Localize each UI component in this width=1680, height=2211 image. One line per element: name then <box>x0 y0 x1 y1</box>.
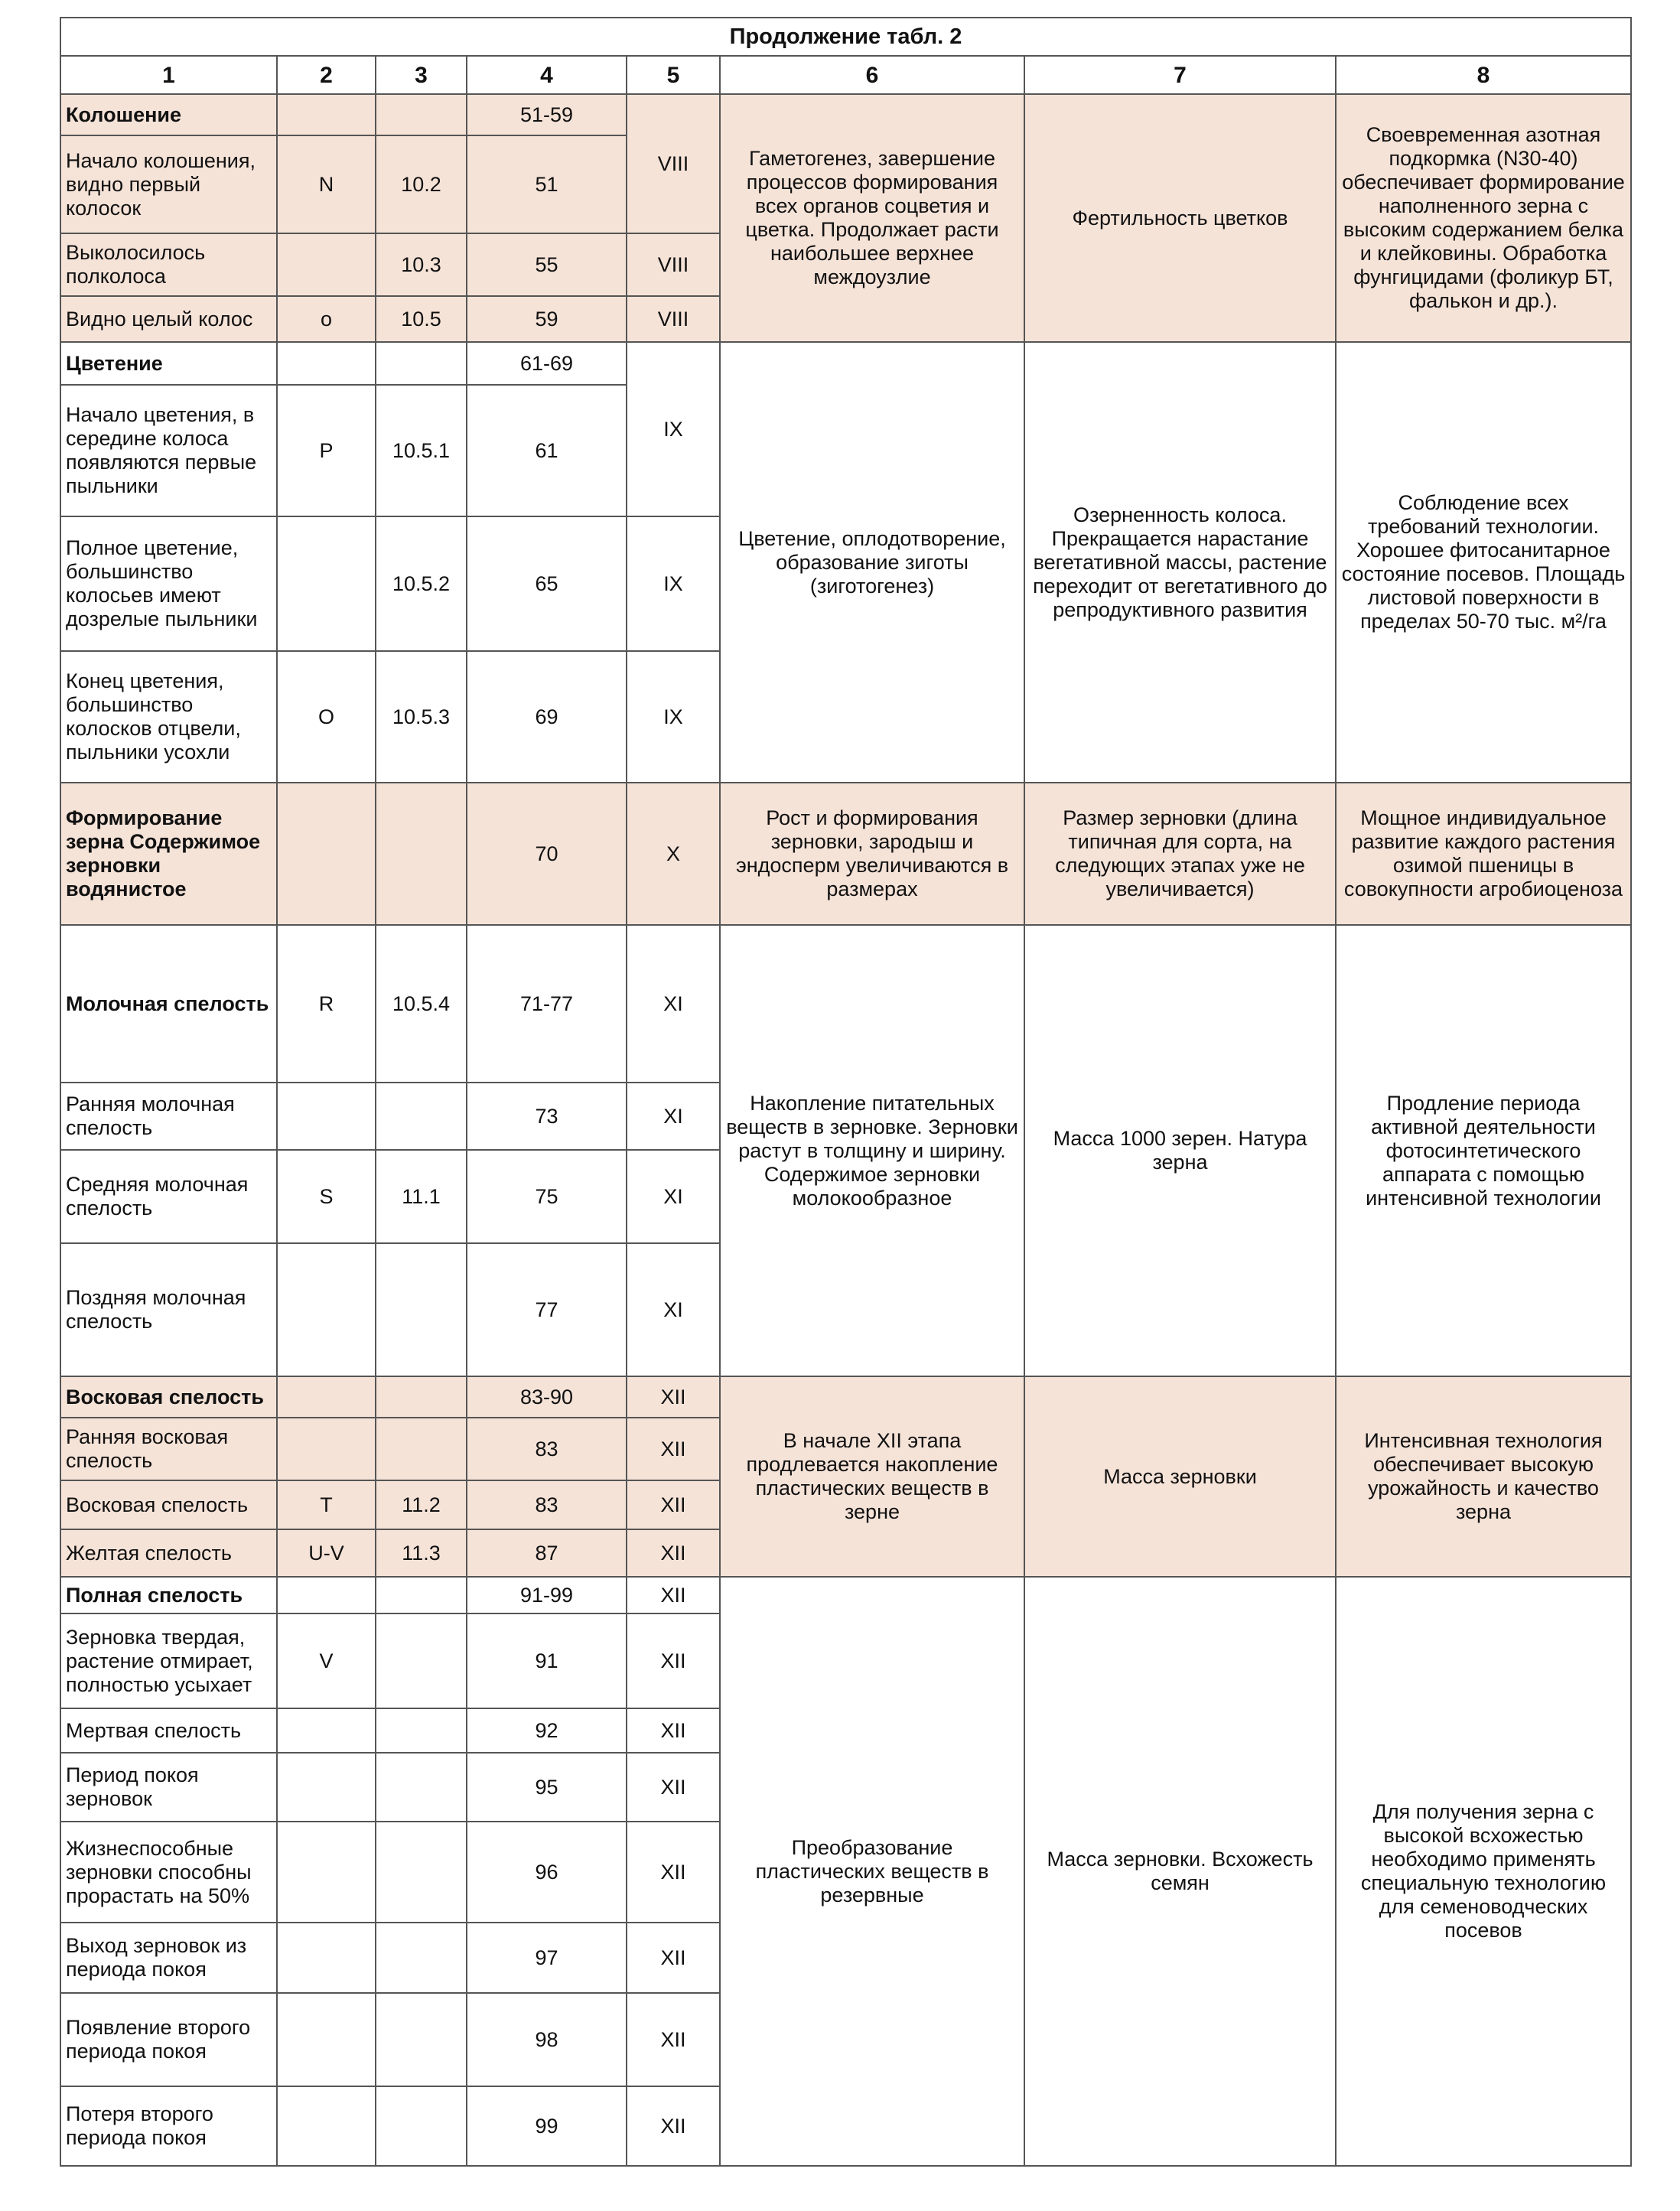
code-cell: V <box>277 1613 376 1708</box>
process-cell: Цветение, оплодотворение, образование зиготы (зиготогенез) <box>720 342 1024 783</box>
column-header: 6 <box>720 56 1024 94</box>
measure-cell: Соблюдение всех требований технологии. Хорошее фитосанитарное состояние посевов. Площадь листовой поверхности в пределах 50-70 тыс. м²/га <box>1336 342 1631 783</box>
code-cell <box>277 1753 376 1822</box>
code-cell <box>376 1577 467 1613</box>
column-header: 7 <box>1024 56 1336 94</box>
stage-roman-cell: XII <box>627 2086 720 2166</box>
code-cell <box>376 2086 467 2166</box>
code-cell: 10.3 <box>376 233 467 296</box>
code-cell: 10.5.1 <box>376 385 467 516</box>
column-header: 1 <box>60 56 277 94</box>
code-cell <box>376 1993 467 2086</box>
code-cell <box>277 1243 376 1376</box>
process-cell: Гаметогенез, завершение процессов формирования всех органов соцветия и цветка. Продолжает расти наибольшее верхнее междоузлие <box>720 94 1024 342</box>
code-cell: 83 <box>467 1480 627 1529</box>
measure-cell: Мощное индивидуальное развитие каждого растения озимой пшеницы в совокупности агробиоценоза <box>1336 783 1631 925</box>
process-cell: Накопление питательных веществ в зерновке. Зерновки растут в толщину и ширину. Содержимое зерновки молокообразное <box>720 925 1024 1376</box>
code-cell: 96 <box>467 1822 627 1923</box>
stage-roman-cell: XII <box>627 1480 720 1529</box>
code-cell: 10.2 <box>376 135 467 233</box>
stage-name-cell: Молочная спелость <box>60 925 277 1083</box>
code-cell <box>376 1613 467 1708</box>
stage-roman-cell: XI <box>627 1243 720 1376</box>
code-cell <box>277 233 376 296</box>
stage-name-cell: Начало цветения, в середине колоса появляются первые пыльники <box>60 385 277 516</box>
stage-roman-cell: XII <box>627 1613 720 1708</box>
column-header: 5 <box>627 56 720 94</box>
code-cell: 55 <box>467 233 627 296</box>
stage-name-cell: Колошение <box>60 94 277 135</box>
stage-roman-cell: XII <box>627 1923 720 1993</box>
stage-name-cell: Цветение <box>60 342 277 385</box>
code-cell <box>277 516 376 651</box>
stage-name-cell: Начало колошения, видно первый колосок <box>60 135 277 233</box>
code-cell <box>376 1753 467 1822</box>
table-row <box>60 925 1631 1083</box>
column-header: 3 <box>376 56 467 94</box>
stage-name-cell: Ранняя восковая спелость <box>60 1418 277 1480</box>
code-cell <box>277 1577 376 1613</box>
code-cell: 61 <box>467 385 627 516</box>
stage-name-cell: Выход зерновок из периода покоя <box>60 1923 277 1993</box>
column-header: 2 <box>277 56 376 94</box>
code-cell: 10.5.3 <box>376 651 467 783</box>
table-row <box>60 94 1631 135</box>
stage-roman-cell: XII <box>627 1753 720 1822</box>
code-cell <box>277 94 376 135</box>
code-cell: 95 <box>467 1753 627 1822</box>
code-cell: 97 <box>467 1923 627 1993</box>
table-row <box>60 1577 1631 1613</box>
code-cell <box>277 1993 376 2086</box>
code-cell <box>376 1418 467 1480</box>
stage-roman-cell: IX <box>627 516 720 651</box>
code-cell <box>376 1376 467 1418</box>
stage-roman-cell: XII <box>627 1708 720 1753</box>
stage-name-cell: Период покоя зерновок <box>60 1753 277 1822</box>
code-cell <box>376 1083 467 1150</box>
stage-name-cell: Полная спелость <box>60 1577 277 1613</box>
code-cell: 61-69 <box>467 342 627 385</box>
code-cell: U-V <box>277 1529 376 1577</box>
column-header: 8 <box>1336 56 1631 94</box>
stage-roman-cell: VIII <box>627 94 720 233</box>
stage-name-cell: Ранняя молочная спелость <box>60 1083 277 1150</box>
table-row <box>60 1376 1631 1418</box>
stage-roman-cell: XI <box>627 1150 720 1243</box>
code-cell <box>277 342 376 385</box>
code-cell <box>277 2086 376 2166</box>
code-cell: o <box>277 296 376 342</box>
code-cell: 91 <box>467 1613 627 1708</box>
stage-roman-cell: XII <box>627 1376 720 1418</box>
code-cell: R <box>277 925 376 1083</box>
code-cell <box>277 783 376 925</box>
indicator-cell: Размер зерновки (длина типичная для сорта, на следующих этапах уже не увеличивается) <box>1024 783 1336 925</box>
process-cell: В начале XII этапа продлевается накопление пластических веществ в зерне <box>720 1376 1024 1577</box>
stage-name-cell: Зерновка твердая, растение отмирает, полностью усыхает <box>60 1613 277 1708</box>
code-cell: 10.5 <box>376 296 467 342</box>
code-cell: 65 <box>467 516 627 651</box>
code-cell <box>277 1822 376 1923</box>
stage-name-cell: Жизнеспособные зерновки способны прорастать на 50% <box>60 1822 277 1923</box>
process-cell: Рост и формирования зерновки, зародыш и эндосперм увеличиваются в размерах <box>720 783 1024 925</box>
code-cell: 83 <box>467 1418 627 1480</box>
stage-name-cell: Формирование зерна Содержимое зерновки водянистое <box>60 783 277 925</box>
code-cell: T <box>277 1480 376 1529</box>
code-cell <box>277 1708 376 1753</box>
stage-roman-cell: VIII <box>627 296 720 342</box>
code-cell: S <box>277 1150 376 1243</box>
code-cell: 87 <box>467 1529 627 1577</box>
code-cell: 83-90 <box>467 1376 627 1418</box>
stage-roman-cell: XII <box>627 1418 720 1480</box>
indicator-cell: Озерненность колоса. Прекращается нарастание вегетативной массы, растение переходит от вегетативного до репродуктивного развития <box>1024 342 1336 783</box>
stage-roman-cell: XII <box>627 1822 720 1923</box>
stage-name-cell: Конец цветения, большинство колосков отцвели, пыльники усохли <box>60 651 277 783</box>
stage-name-cell: Восковая спелость <box>60 1480 277 1529</box>
code-cell <box>277 1418 376 1480</box>
code-cell <box>376 783 467 925</box>
code-cell: 10.5.4 <box>376 925 467 1083</box>
stage-name-cell: Желтая спелость <box>60 1529 277 1577</box>
measure-cell: Своевременная азотная подкормка (N30-40) обеспечивает формирование наполненного зерна с высоким содержанием белка и клейковины. Обработка фунгицидами (фоликур БТ, фалькон и др.). <box>1336 94 1631 342</box>
code-cell: 51 <box>467 135 627 233</box>
stage-table <box>60 17 1632 2167</box>
table-row <box>60 783 1631 925</box>
table-caption: Продолжение табл. 2 <box>60 18 1631 56</box>
code-cell <box>376 94 467 135</box>
code-cell: O <box>277 651 376 783</box>
stage-roman-cell: XI <box>627 1083 720 1150</box>
code-cell <box>376 1708 467 1753</box>
stage-roman-cell: IX <box>627 651 720 783</box>
code-cell: 91-99 <box>467 1577 627 1613</box>
code-cell: 73 <box>467 1083 627 1150</box>
code-cell: 59 <box>467 296 627 342</box>
code-cell: 69 <box>467 651 627 783</box>
stage-name-cell: Средняя молочная спелость <box>60 1150 277 1243</box>
indicator-cell: Масса 1000 зерен. Натура зерна <box>1024 925 1336 1376</box>
code-cell: 51-59 <box>467 94 627 135</box>
measure-cell: Продление периода активной деятельности фотосинтетического аппарата с помощью интенсивной технологии <box>1336 925 1631 1376</box>
indicator-cell: Масса зерновки. Всхожесть семян <box>1024 1577 1336 2166</box>
code-cell <box>376 1243 467 1376</box>
code-cell: 99 <box>467 2086 627 2166</box>
stage-roman-cell: XII <box>627 1993 720 2086</box>
code-cell: 77 <box>467 1243 627 1376</box>
stage-name-cell: Поздняя молочная спелость <box>60 1243 277 1376</box>
indicator-cell: Фертильность цветков <box>1024 94 1336 342</box>
code-cell: 11.3 <box>376 1529 467 1577</box>
stage-roman-cell: VIII <box>627 233 720 296</box>
stage-roman-cell: X <box>627 783 720 925</box>
measure-cell: Интенсивная технология обеспечивает высокую урожайность и качество зерна <box>1336 1376 1631 1577</box>
measure-cell: Для получения зерна с высокой всхожестью необходимо применять специальную технологию для семеноводческих посевов <box>1336 1577 1631 2166</box>
stage-name-cell: Восковая спелость <box>60 1376 277 1418</box>
stage-name-cell: Видно целый колос <box>60 296 277 342</box>
code-cell <box>277 1083 376 1150</box>
header-row <box>60 56 1631 94</box>
table-row <box>60 342 1631 385</box>
process-cell: Преобразование пластических веществ в резервные <box>720 1577 1024 2166</box>
code-cell: 92 <box>467 1708 627 1753</box>
code-cell <box>376 1923 467 1993</box>
code-cell: 71-77 <box>467 925 627 1083</box>
stage-name-cell: Полное цветение, большинство колосьев имеют дозрелые пыльники <box>60 516 277 651</box>
stage-name-cell: Появление второго периода покоя <box>60 1993 277 2086</box>
code-cell: 70 <box>467 783 627 925</box>
code-cell <box>376 1822 467 1923</box>
stage-roman-cell: XII <box>627 1529 720 1577</box>
stage-name-cell: Выколосилось полколоса <box>60 233 277 296</box>
code-cell: 98 <box>467 1993 627 2086</box>
code-cell: 10.5.2 <box>376 516 467 651</box>
stage-name-cell: Мертвая спелость <box>60 1708 277 1753</box>
code-cell: 75 <box>467 1150 627 1243</box>
code-cell <box>376 342 467 385</box>
code-cell <box>277 1923 376 1993</box>
column-header: 4 <box>467 56 627 94</box>
code-cell: N <box>277 135 376 233</box>
indicator-cell: Масса зерновки <box>1024 1376 1336 1577</box>
stage-roman-cell: XII <box>627 1577 720 1613</box>
code-cell: 11.2 <box>376 1480 467 1529</box>
stage-name-cell: Потеря второго периода покоя <box>60 2086 277 2166</box>
code-cell: P <box>277 385 376 516</box>
code-cell <box>277 1376 376 1418</box>
code-cell: 11.1 <box>376 1150 467 1243</box>
stage-roman-cell: XI <box>627 925 720 1083</box>
stage-roman-cell: IX <box>627 342 720 516</box>
